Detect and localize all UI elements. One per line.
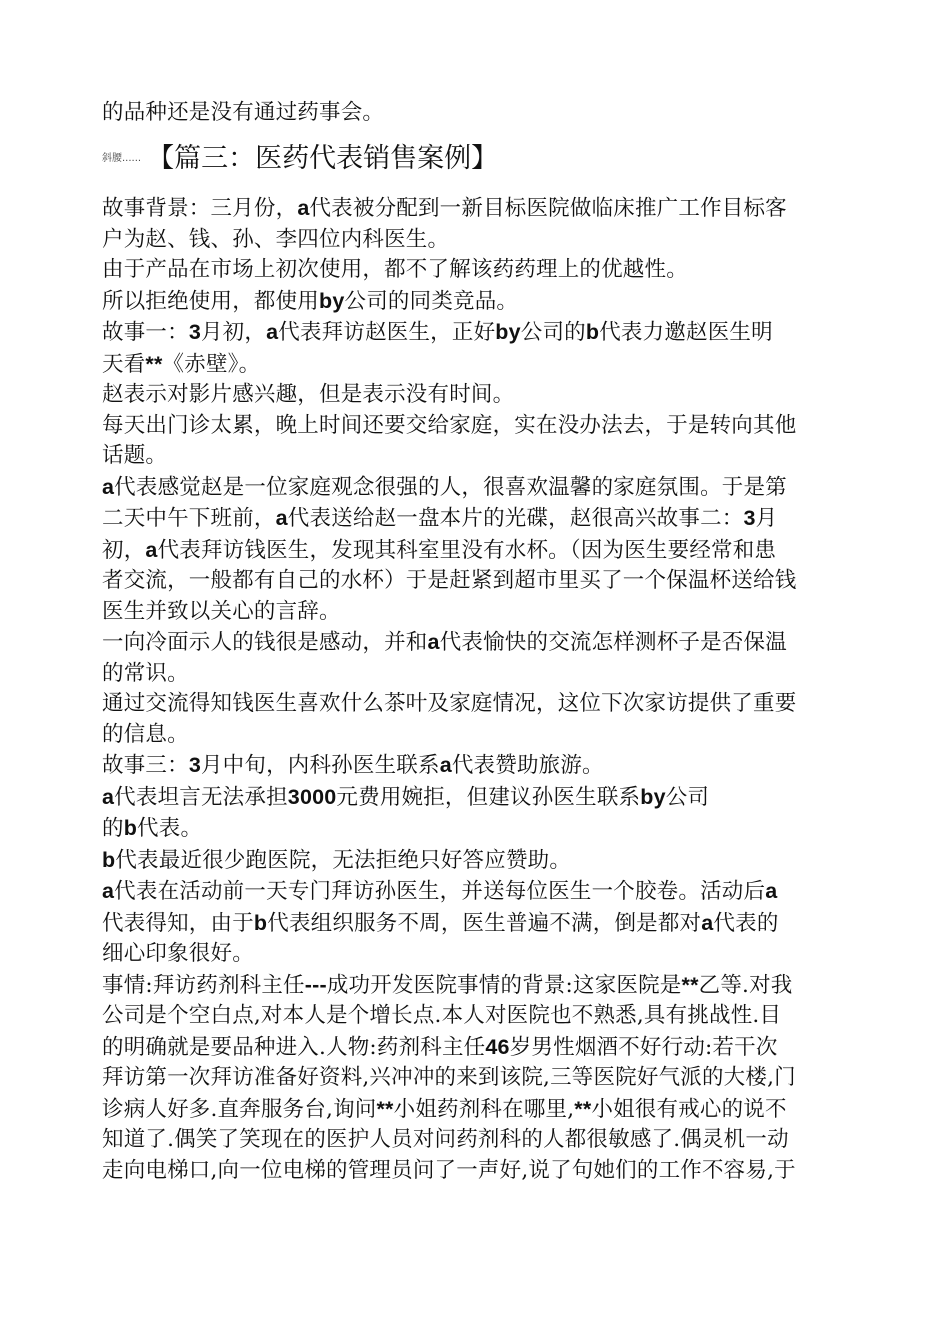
body-text <box>102 193 862 1186</box>
text-line: b代表最近很少跑医院，无法拒绝只好答应赞助。 <box>102 847 572 873</box>
text-line: 由于产品在市场上初次使用，都不了解该药药理上的优越性。 <box>102 257 688 282</box>
text-line: 一向冷面示人的钱很是感动，并和a代表愉快的交流怎样测杯子是否保温 <box>102 630 787 655</box>
text-line: 的信息。 <box>102 721 189 747</box>
text-line: 故事一：3月初，a代表拜访赵医生，正好by公司的b代表力邀赵医生明 <box>102 320 773 345</box>
heading-title: 【篇三：医药代表销售案例】 <box>147 142 499 174</box>
text-line: a代表在活动前一天专门拜访孙医生，并送每位医生一个胶卷。活动后a <box>102 879 778 904</box>
text-line: 的b代表。 <box>102 816 203 841</box>
heading-note: 斜腰...... <box>102 153 142 164</box>
intro-line: 的品种还是没有通过药事会。 <box>102 100 385 125</box>
text-line: 者交流，一般都有自己的水杯）于是赶紧到超市里买了一个保温杯送给钱 <box>102 568 797 593</box>
text-line: 初，a代表拜访钱医生，发现其科室里没有水杯。（因为医生要经常和患 <box>102 537 777 563</box>
text-line: 公司是个空白点,对本人是个增长点.本人对医院也不熟悉,具有挑战性.目 <box>102 1003 782 1028</box>
text-line: 故事三：3月中旬，内科孙医生联系a代表赞助旅游。 <box>102 753 604 778</box>
text-line: 户为赵、钱、孙、李四位内科医生。 <box>102 226 450 252</box>
text-line: 代表得知，由于b代表组织服务不周，医生普遍不满，倒是都对a代表的 <box>102 910 779 936</box>
text-line: 故事背景：三月份，a代表被分配到一新目标医院做临床推广工作目标客 <box>102 196 787 221</box>
text-line: 二天中午下班前，a代表送给赵一盘本片的光碟，赵很高兴故事二：3月 <box>102 506 778 531</box>
text-line: 赵表示对影片感兴趣，但是表示没有时间。 <box>102 382 515 407</box>
text-line: 天看**《赤壁》。 <box>102 351 261 377</box>
text-line: 走向电梯口,向一位电梯的管理员问了一声好,说了句她们的工作不容易,于 <box>102 1157 796 1183</box>
text-line: 事情:拜访药剂科主任---成功开发医院事情的背景:这家医院是**乙等.对我 <box>102 972 793 998</box>
text-line: 的明确就是要品种进入.人物:药剂科主任46岁男性烟酒不好行动:若干次 <box>102 1034 778 1060</box>
document-page <box>102 98 862 1186</box>
text-line: 的常识。 <box>102 660 189 686</box>
text-line: 话题。 <box>102 443 168 468</box>
text-line: 通过交流得知钱医生喜欢什么茶叶及家庭情况，这位下次家访提供了重要 <box>102 691 797 716</box>
text-line: 知道了.偶笑了笑现在的医护人员对问药剂科的人都很敏感了.偶灵机一动 <box>102 1127 789 1152</box>
section-heading <box>102 141 862 178</box>
text-line: a代表感觉赵是一位家庭观念很强的人，很喜欢温馨的家庭氛围。于是第 <box>102 474 787 500</box>
text-line: 医生并致以关心的言辞。 <box>102 598 341 624</box>
text-line: 细心印象很好。 <box>102 941 254 966</box>
text-line: 诊病人好多.直奔服务台,询问**小姐药剂科在哪里,**小姐很有戒心的说不 <box>102 1096 787 1122</box>
text-line: 所以拒绝使用，都使用by公司的同类竞品。 <box>102 288 519 314</box>
text-line: 拜访第一次拜访准备好资料,兴冲冲的来到该院,三等医院好气派的大楼,门 <box>102 1065 796 1090</box>
text-line: a代表坦言无法承担3000元费用婉拒，但建议孙医生联系by公司 <box>102 784 710 810</box>
text-line: 每天出门诊太累，晚上时间还要交给家庭，实在没办法去，于是转向其他 <box>102 412 797 438</box>
